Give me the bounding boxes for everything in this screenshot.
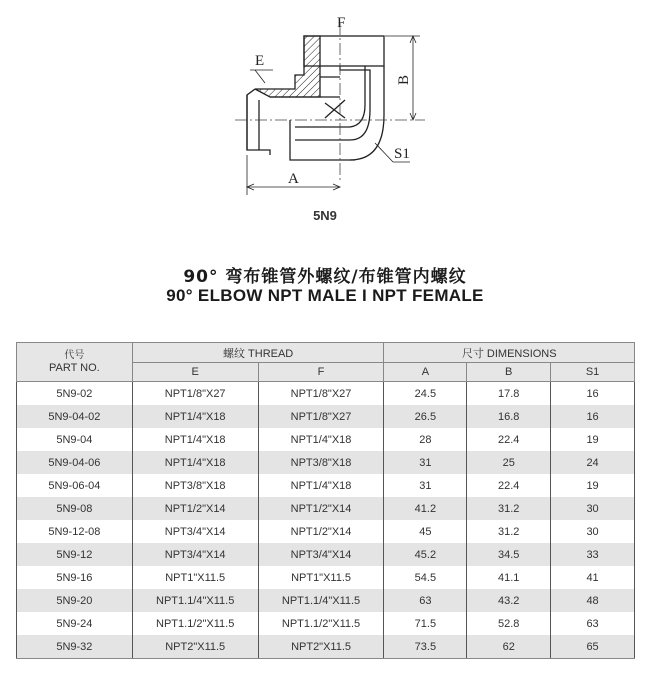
cell-B: 31.2 (467, 497, 551, 520)
cell-A: 24.5 (384, 382, 467, 406)
cell-S1: 30 (551, 497, 635, 520)
cell-B: 43.2 (467, 589, 551, 612)
header-thread: 螺纹 THREAD (132, 343, 384, 363)
cell-S1: 48 (551, 589, 635, 612)
cell-E: NPT1.1/2"X11.5 (132, 612, 258, 635)
cell-A: 31 (384, 451, 467, 474)
table-row (17, 474, 635, 497)
cell-S1: 19 (551, 428, 635, 451)
cell-B: 25 (467, 451, 551, 474)
table-row (17, 520, 635, 543)
cell-S1: 41 (551, 566, 635, 589)
table-row (17, 635, 635, 659)
cell-part: 5N9-04 (17, 428, 133, 451)
cell-S1: 30 (551, 520, 635, 543)
cell-B: 22.4 (467, 474, 551, 497)
cell-F: NPT1"X11.5 (258, 566, 384, 589)
cell-E: NPT1/4"X18 (132, 405, 258, 428)
table-row (17, 612, 635, 635)
label-A: A (288, 171, 299, 187)
table-row (17, 382, 635, 406)
cell-S1: 63 (551, 612, 635, 635)
cell-E: NPT1.1/4"X11.5 (132, 589, 258, 612)
spec-table (16, 342, 635, 659)
cell-S1: 16 (551, 405, 635, 428)
cell-E: NPT1"X11.5 (132, 566, 258, 589)
cell-E: NPT1/4"X18 (132, 428, 258, 451)
cell-E: NPT3/8"X18 (132, 474, 258, 497)
cell-part: 5N9-16 (17, 566, 133, 589)
table-row (17, 589, 635, 612)
header-A: A (384, 363, 467, 382)
cell-S1: 24 (551, 451, 635, 474)
cell-part: 5N9-32 (17, 635, 133, 659)
elbow-fitting-drawing (225, 5, 440, 195)
header-B: B (467, 363, 551, 382)
cell-B: 41.1 (467, 566, 551, 589)
label-F: F (337, 15, 346, 31)
cell-F: NPT1/4"X18 (258, 428, 384, 451)
cell-B: 31.2 (467, 520, 551, 543)
cell-F: NPT1.1/4"X11.5 (258, 589, 384, 612)
cell-S1: 33 (551, 543, 635, 566)
cell-F: NPT2"X11.5 (258, 635, 384, 659)
cell-F: NPT3/4"X14 (258, 543, 384, 566)
cell-part: 5N9-04-02 (17, 405, 133, 428)
cell-A: 71.5 (384, 612, 467, 635)
header-dimensions: 尺寸 DIMENSIONS (384, 343, 635, 363)
cell-A: 63 (384, 589, 467, 612)
header-S1: S1 (551, 363, 635, 382)
header-F: F (258, 363, 384, 382)
cell-A: 26.5 (384, 405, 467, 428)
table-row (17, 405, 635, 428)
header-part-en: PART NO. (49, 361, 100, 374)
label-S1: S1 (394, 146, 410, 162)
cell-E: NPT1/2"X14 (132, 497, 258, 520)
cell-F: NPT1/2"X14 (258, 497, 384, 520)
header-part-cn: 代号 (64, 349, 85, 361)
table-row (17, 497, 635, 520)
cell-A: 45.2 (384, 543, 467, 566)
cell-F: NPT1/8"X27 (258, 405, 384, 428)
cell-A: 41.2 (384, 497, 467, 520)
header-part-no (17, 343, 133, 382)
cell-S1: 65 (551, 635, 635, 659)
table-row (17, 428, 635, 451)
label-B: B (396, 74, 412, 85)
cell-B: 17.8 (467, 382, 551, 406)
cell-E: NPT3/4"X14 (132, 520, 258, 543)
cell-A: 31 (384, 474, 467, 497)
cell-F: NPT1/4"X18 (258, 474, 384, 497)
cell-A: 45 (384, 520, 467, 543)
cell-part: 5N9-24 (17, 612, 133, 635)
cell-part: 5N9-08 (17, 497, 133, 520)
cell-part: 5N9-12 (17, 543, 133, 566)
cell-F: NPT1/2"X14 (258, 520, 384, 543)
cell-S1: 19 (551, 474, 635, 497)
cell-part: 5N9-06-04 (17, 474, 133, 497)
cell-E: NPT2"X11.5 (132, 635, 258, 659)
header-E: E (132, 363, 258, 382)
cell-part: 5N9-04-06 (17, 451, 133, 474)
cell-S1: 16 (551, 382, 635, 406)
model-code: 5N9 (313, 208, 337, 223)
cell-F: NPT1.1/2"X11.5 (258, 612, 384, 635)
cell-B: 34.5 (467, 543, 551, 566)
table-row (17, 451, 635, 474)
cell-part: 5N9-20 (17, 589, 133, 612)
cell-B: 52.8 (467, 612, 551, 635)
cell-B: 62 (467, 635, 551, 659)
cell-part: 5N9-02 (17, 382, 133, 406)
cell-E: NPT1/8"X27 (132, 382, 258, 406)
title-chinese: 90° 弯布锥管外螺纹/布锥管内螺纹 (183, 267, 467, 287)
cell-B: 22.4 (467, 428, 551, 451)
cell-A: 54.5 (384, 566, 467, 589)
cell-part: 5N9-12-08 (17, 520, 133, 543)
cell-E: NPT1/4"X18 (132, 451, 258, 474)
cell-F: NPT1/8"X27 (258, 382, 384, 406)
cell-F: NPT3/8"X18 (258, 451, 384, 474)
cell-A: 28 (384, 428, 467, 451)
title-english: 90° ELBOW NPT MALE I NPT FEMALE (166, 286, 484, 305)
cell-A: 73.5 (384, 635, 467, 659)
cell-E: NPT3/4"X14 (132, 543, 258, 566)
table-row (17, 543, 635, 566)
cell-B: 16.8 (467, 405, 551, 428)
table-row (17, 566, 635, 589)
label-E: E (255, 53, 265, 69)
